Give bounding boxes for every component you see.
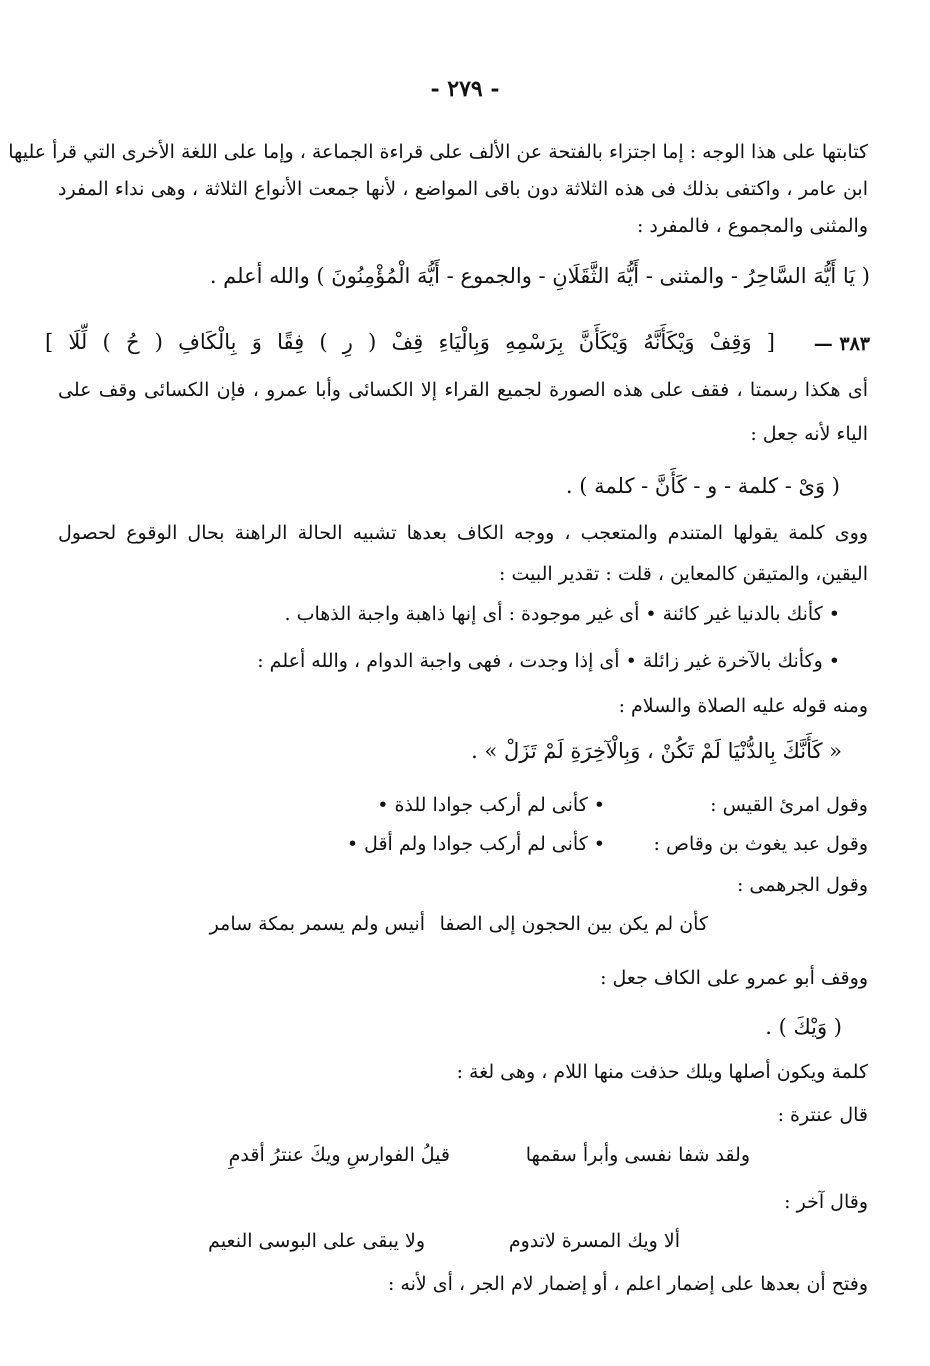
poem-line-18-second: أنيس ولم يسمر بمكة سامر — [209, 913, 425, 935]
quran-line-1: ( يَا أَيُّهَ السَّاحِرُ - والمثنى - أَيُّهَ الثَّقَلَانِ - والجموع - أَيُّهَ الْمُؤْمِنُونَ ) والله أعلم . — [209, 264, 870, 288]
poem-line-23-first: ولقد شفا نفسى وأبرأ سقمها — [525, 1144, 750, 1166]
page-number: - ٢٧٩ - — [430, 76, 500, 102]
text-line-6: أى هكذا رسمتا ، فقف على هذه الصورة لجميع القراء إلا الكسائى وأبا عمرو ، فإن الكسائى وقف على — [58, 379, 868, 401]
poem-verse-383: [ وَقِفْ وَيْكَأَنَّهُ وَيْكَأَنَّ بِرَسْمِهِ وَبِالْيَاءِ قِفْ ( رِ ) فِقًا وَ بِالْكَافِ ( حُ ) لِّلَا ] — [45, 330, 775, 354]
poem-line-23-second: قيلُ الفوارسِ ويكَ عنترُ أقدمِ — [228, 1144, 450, 1166]
verse-number: ٣٨٣ — — [813, 333, 870, 355]
text-line-15-label: وقول امرئ القيس : — [710, 794, 868, 816]
text-line-1: كتابتها على هذا الوجه : إما اجتزاء بالفتحة عن الألف على قراءة الجماعة ، وإما على اللغة الأخرى التي قرأ عليها — [8, 141, 868, 163]
text-line-15-verse: • كأنى لم أركب جوادا للذة • — [377, 794, 605, 816]
poem-line-25-first: ألا ويك المسرة لاتدوم — [508, 1230, 680, 1252]
text-line-24: وقال آخر : — [784, 1191, 868, 1213]
text-line-11: • كأنك بالدنيا غير كائنة • أى غير موجودة : أى إنها ذاهبة واجبة الذهاب . — [284, 603, 840, 625]
text-line-16-label: وقول عبد يغوث بن وقاص : — [653, 833, 868, 855]
quran-line-3: ( وَيْكَ ) . — [765, 1015, 842, 1039]
text-line-22: قال عنترة : — [777, 1104, 868, 1126]
text-line-7: الياء لأنه جعل : — [750, 423, 868, 445]
text-line-26: وفتح أن بعدها على إضمار اعلم ، أو إضمار لام الجر ، أى لأنه : — [387, 1273, 868, 1295]
text-line-13: ومنه قوله عليه الصلاة والسلام : — [618, 695, 868, 717]
text-line-2: ابن عامر ، واكتفى بذلك فى هذه الثلاثة دون باقى المواضع ، لأنها جمعت الأنواع الثلاثة ، وهى نداء المفرد — [58, 178, 868, 200]
text-line-19: ووقف أبو عمرو على الكاف جعل : — [600, 967, 868, 989]
text-line-16-verse: • كأنى لم أركب جوادا ولم أقل • — [346, 833, 605, 855]
hadith-line: « كَأَنَّكَ بِالدُّنْيَا لَمْ تَكُنْ ، وَبِالْآخِرَةِ لَمْ تَزَلْ » . — [471, 739, 842, 763]
text-line-9: ووى كلمة يقولها المتندم والمتعجب ، ووجه الكاف بعدها تشبيه الحالة الراهنة بحال الوقوع لحصول — [58, 522, 868, 544]
text-line-3: والمثنى والمجموع ، فالمفرد : — [636, 215, 868, 237]
poem-line-18-first: كأن لم يكن بين الحجون إلى الصفا — [439, 913, 708, 935]
text-line-10: اليقين، والمتيقن كالمعاين ، قلت : تقدير البيت : — [499, 563, 868, 585]
poem-line-25-second: ولا يبقى على البوسى النعيم — [208, 1230, 425, 1252]
quran-line-2: ( وَىْ - كلمة - و - كَأَنَّ - كلمة ) . — [565, 474, 840, 498]
text-line-21: كلمة ويكون أصلها ويلك حذفت منها اللام ، وهى لغة : — [456, 1061, 868, 1083]
text-line-17: وقول الجرهمى : — [736, 874, 868, 896]
text-line-12: • وكأنك بالآخرة غير زائلة • أى إذا وجدت ، فهى واجبة الدوام ، والله أعلم : — [257, 650, 840, 672]
